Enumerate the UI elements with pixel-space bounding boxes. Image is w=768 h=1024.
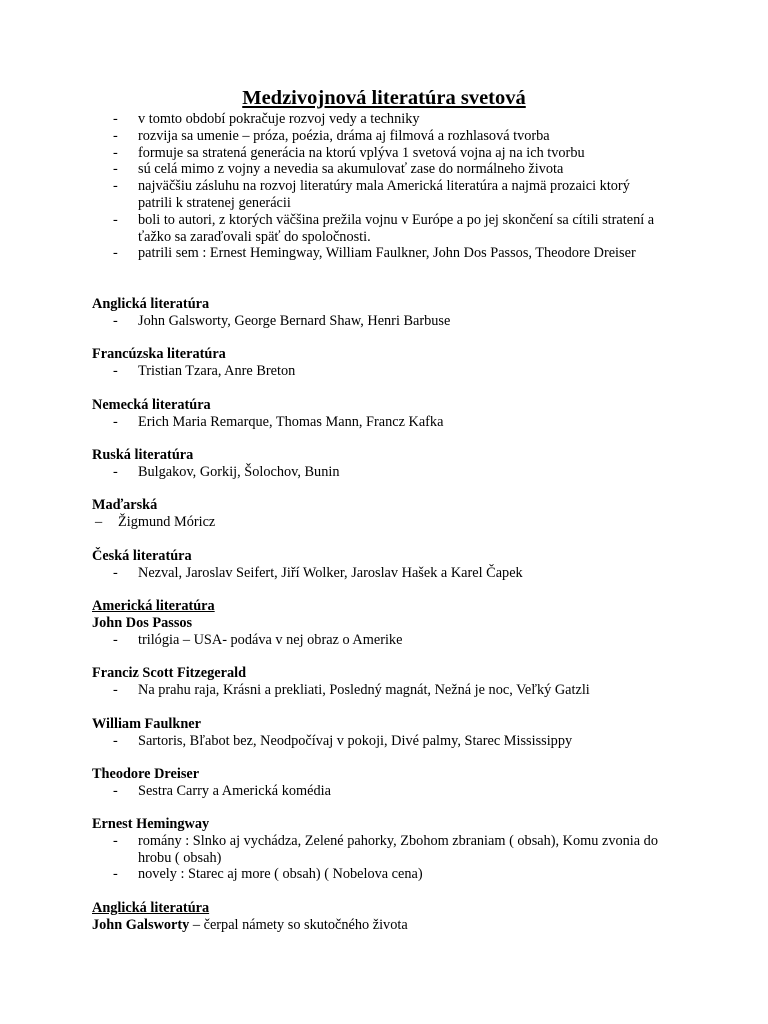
section-heading: Nemecká literatúra [92,397,211,413]
bullet-dash: - [113,211,118,228]
list-item [0,145,658,162]
list-item [0,161,658,178]
bullet-dash: - [113,144,118,161]
list-item [0,111,658,128]
list-item [0,313,658,330]
author-faulkner [0,716,768,750]
list-item [0,733,678,750]
list-item-text: najväčšiu zásluhu na rozvoj literatúry mala Americká literatúra a najmä prozaici ktorý patrili k stratenej generácii [138,178,630,211]
bullet-dash: - [113,463,118,480]
author-name: Theodore Dreiser [92,766,200,782]
bullet-dash: – [95,513,103,530]
list-item [0,128,658,145]
bullet-dash: - [113,564,118,581]
section-heading: Anglická literatúra [92,900,210,916]
bullet-dash: - [113,782,118,799]
section-ceska [0,548,768,582]
list-item [0,632,658,649]
section-heading: Česká literatúra [92,548,192,564]
section-americka [0,598,768,648]
list-item [0,212,658,246]
list-item [0,783,658,800]
list-item [0,866,658,883]
list-item [0,464,658,481]
list-item [0,514,638,531]
list-item-text: Sestra Carry a Americká komédia [138,782,331,799]
author-name: William Faulkner [92,716,201,732]
list-item [0,178,658,212]
list-item-text: formuje sa stratená generácia na ktorú vplýva 1 svetová vojna aj na ich tvorbu [138,144,585,161]
bullet-dash: - [113,161,118,178]
section-heading: Anglická literatúra [92,296,210,312]
author-line [92,917,768,934]
bullet-dash: - [113,178,118,195]
section-heading: Ruská literatúra [92,447,194,463]
bullet-dash: - [113,681,118,698]
list-item-text: Erich Maria Remarque, Thomas Mann, Francz Kafka [138,413,444,430]
bullet-dash: - [113,732,118,749]
bullet-dash: - [113,127,118,144]
list-item-text: novely : Starec aj more ( obsah) ( Nobelova cena) [138,866,423,883]
section-heading: Americká literatúra [92,598,215,614]
list-item-text: John Galsworty, George Bernard Shaw, Henri Barbuse [138,312,451,329]
author-name: John Galsworty [92,916,190,933]
list-item [0,363,658,380]
author-description: – čerpal námety so skutočného života [189,916,408,933]
author-dreiser [0,766,768,800]
bullet-dash: - [113,866,118,883]
list-item-text: sú celá mimo z vojny a nevedia sa akumulovať zase do normálneho života [138,161,564,178]
author-name: John Dos Passos [92,614,193,631]
list-item-text: Na prahu raja, Krásni a prekliati, Posledný magnát, Nežná je noc, Veľký Gatzli [138,681,590,698]
bullet-dash: - [113,832,118,849]
author-name: Franciz Scott Fitzegerald [92,665,247,681]
page-title: Medzivojnová literatúra svetová [242,87,526,109]
bullet-dash: - [113,413,118,430]
section-anglicka [0,296,768,330]
intro-list [0,111,768,262]
list-item [0,245,658,262]
list-item [0,682,678,699]
section-heading: Francúzska literatúra [92,346,226,362]
list-item-text: romány : Slnko aj vychádza, Zelené pahorky, Zbohom zbraniam ( obsah), Komu zvonia do hrobu ( obsah) [138,832,658,866]
list-item [0,565,658,582]
list-item-text: Tristian Tzara, Anre Breton [138,362,296,379]
list-item-text: rozvija sa umenie – próza, poézia, dráma aj filmová a rozhlasová tvorba [138,127,550,144]
section-madarska [0,497,768,531]
bullet-dash: - [113,312,118,329]
author-hemingway [0,816,768,883]
list-item [0,414,658,431]
list-item [0,833,658,867]
bullet-dash: - [113,245,118,262]
section-nemecka [0,397,768,431]
section-anglicka-detail [0,900,768,934]
list-item-text: Bulgakov, Gorkij, Šolochov, Bunin [138,463,340,480]
list-item-text: v tomto období pokračuje rozvoj vedy a techniky [138,111,420,127]
author-fitzgerald [0,665,768,699]
list-item-text: Žigmund Móricz [118,513,216,530]
bullet-dash: - [113,362,118,379]
bullet-dash: - [113,631,118,648]
list-item-text: boli to autori, z ktorých väčšina prežila vojnu v Európe a po jej skončení sa cítili stratení a ťažko sa zaraďovali späť do spoločnosti. [138,211,655,245]
list-item-text: trilógia – USA- podáva v nej obraz o Amerike [138,631,403,648]
section-ruska [0,447,768,481]
list-item-text: Nezval, Jaroslav Seifert, Jiří Wolker, Jaroslav Hašek a Karel Čapek [138,564,523,581]
list-item-text: Sartoris, Bľabot bez, Neodpočívaj v pokoji, Divé palmy, Starec Mississippy [138,732,573,749]
author-name: Ernest Hemingway [92,816,210,832]
list-item-text: patrili sem : Ernest Hemingway, William Faulkner, John Dos Passos, Theodore Dreiser [138,245,636,262]
section-francuzska [0,346,768,380]
section-heading: Maďarská [92,497,158,513]
bullet-dash: - [113,111,118,127]
